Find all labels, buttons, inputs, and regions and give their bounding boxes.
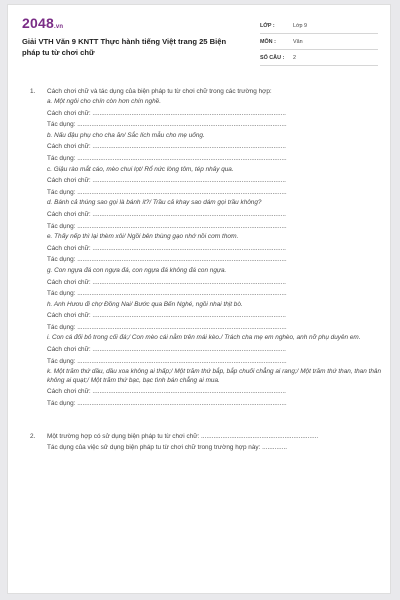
question-item-h bbox=[47, 300, 382, 334]
answer-line-example[interactable]: Một trường hợp có sử dụng biện pháp tu từ chơi chữ: .................................................................. bbox=[47, 432, 319, 440]
question-2 bbox=[30, 431, 382, 453]
logo-main-text: 2048 bbox=[22, 15, 54, 31]
item-sentence: e. Thấy nếp thì lại thèm xôi/ Ngồi bên thùng gạo nhớ nồi cơm thơm. bbox=[47, 233, 239, 241]
item-sentence: h. Anh Hươu đi chợ Đồng Nai/ Bước qua Bến Nghé, ngồi nhai thịt bò. bbox=[47, 300, 243, 308]
answer-line-effect[interactable]: Tác dụng: ...................................................................................................................... bbox=[47, 188, 287, 196]
meta-table bbox=[260, 18, 378, 66]
answer-line-wordplay[interactable]: Cách chơi chữ: ............................................................................................................. bbox=[47, 346, 286, 354]
answer-line-wordplay[interactable]: Cách chơi chữ: ............................................................................................................. bbox=[47, 210, 286, 218]
meta-key: MÔN : bbox=[260, 38, 276, 45]
answer-line-effect[interactable]: Tác dụng: ...................................................................................................................... bbox=[47, 222, 287, 230]
answer-line-wordplay[interactable]: Cách chơi chữ: ............................................................................................................. bbox=[47, 109, 286, 117]
item-sentence: c. Giậu rào mắt cáo, mèo chui lọt/ Rổ nức lòng tôm, tép nhảy qua. bbox=[47, 165, 234, 173]
answer-line-effect[interactable]: Tác dụng: ...................................................................................................................... bbox=[47, 256, 287, 264]
worksheet-page bbox=[7, 4, 391, 594]
question-2-body bbox=[47, 431, 382, 453]
answer-line-wordplay[interactable]: Cách chơi chữ: ............................................................................................................. bbox=[47, 177, 286, 185]
item-sentence: g. Con ngựa đá con ngựa đá, con ngựa đá không đá con ngựa. bbox=[47, 266, 227, 274]
question-item-b bbox=[47, 131, 382, 165]
item-sentence: d. Bánh cả thúng sao gọi là bánh ít?/ Trầu cả khay sao dám gọi trầu không? bbox=[47, 199, 262, 207]
answer-line-effect[interactable]: Tác dụng của việc sử dụng biện pháp tu từ chơi chữ trong trường hợp này: .............. bbox=[47, 443, 287, 451]
worksheet-content bbox=[30, 86, 382, 453]
question-item-e bbox=[47, 232, 382, 266]
meta-row-subject bbox=[260, 34, 378, 50]
answer-line-effect[interactable]: Tác dụng: ...................................................................................................................... bbox=[47, 290, 287, 298]
item-sentence: i. Con cá đối bỏ trong cối đá;/ Con mèo cái nằm trên mái kèo./ Trách cha mẹ em nghèo, anh nỡ phụ duyên em. bbox=[47, 334, 361, 342]
site-logo[interactable] bbox=[22, 15, 63, 31]
question-prompt: Cách chơi chữ và tác dụng của biện pháp tu từ chơi chữ trong các trường hợp: bbox=[47, 88, 272, 95]
meta-row-grade bbox=[260, 18, 378, 34]
meta-key: SỐ CÂU : bbox=[260, 54, 285, 61]
item-sentence: b. Nấu đậu phụ cho cha ăn/ Sắc lích mẫu cho mẹ uống. bbox=[47, 131, 205, 139]
answer-line-wordplay[interactable]: Cách chơi chữ: ............................................................................................................. bbox=[47, 244, 286, 252]
question-number: 1. bbox=[30, 88, 36, 95]
document-title: Giải VTH Văn 9 KNTT Thực hành tiếng Việt trang 25 Biện pháp tu từ chơi chữ bbox=[22, 37, 227, 57]
question-item-c bbox=[47, 165, 382, 199]
question-item-i bbox=[47, 333, 382, 367]
meta-row-question-count bbox=[260, 50, 378, 66]
meta-value: Văn bbox=[293, 38, 303, 45]
meta-value: Lớp 9 bbox=[293, 22, 308, 29]
question-item-k bbox=[47, 367, 382, 409]
answer-line-effect[interactable]: Tác dụng: ...................................................................................................................... bbox=[47, 357, 287, 365]
meta-key: LỚP : bbox=[260, 22, 275, 29]
logo-suffix-text: .vn bbox=[53, 24, 64, 30]
question-1-header bbox=[30, 86, 382, 97]
answer-line-effect[interactable]: Tác dụng: ...................................................................................................................... bbox=[47, 121, 287, 129]
answer-line-wordplay[interactable]: Cách chơi chữ: ............................................................................................................. bbox=[47, 278, 286, 286]
answer-line-wordplay[interactable]: Cách chơi chữ: ............................................................................................................. bbox=[47, 388, 286, 396]
item-sentence: a. Một ngôi cho chín còn hơn chín nghề. bbox=[47, 98, 161, 105]
question-item-d bbox=[47, 198, 382, 232]
meta-value: 2 bbox=[293, 54, 296, 61]
question-number: 2. bbox=[30, 432, 36, 440]
answer-line-effect[interactable]: Tác dụng: ...................................................................................................................... bbox=[47, 154, 287, 162]
answer-line-wordplay[interactable]: Cách chơi chữ: ............................................................................................................. bbox=[47, 143, 286, 151]
item-sentence: k. Một trăm thứ dầu, dầu xoa không ai thấp;/ Một trăm thứ bắp, bắp chuối chẳng ai rang;/ Một trăm thứ than, than thân không ai quạt;/ Một trăm thứ bạc, bạc tình bán chẳng ai mua. bbox=[47, 368, 382, 384]
question-item-g bbox=[47, 266, 382, 300]
question-item-a bbox=[47, 97, 382, 131]
answer-line-effect[interactable]: Tác dụng: ...................................................................................................................... bbox=[47, 323, 287, 331]
answer-line-wordplay[interactable]: Cách chơi chữ: ............................................................................................................. bbox=[47, 312, 286, 320]
answer-line-effect[interactable]: Tác dụng: ...................................................................................................................... bbox=[47, 400, 287, 408]
